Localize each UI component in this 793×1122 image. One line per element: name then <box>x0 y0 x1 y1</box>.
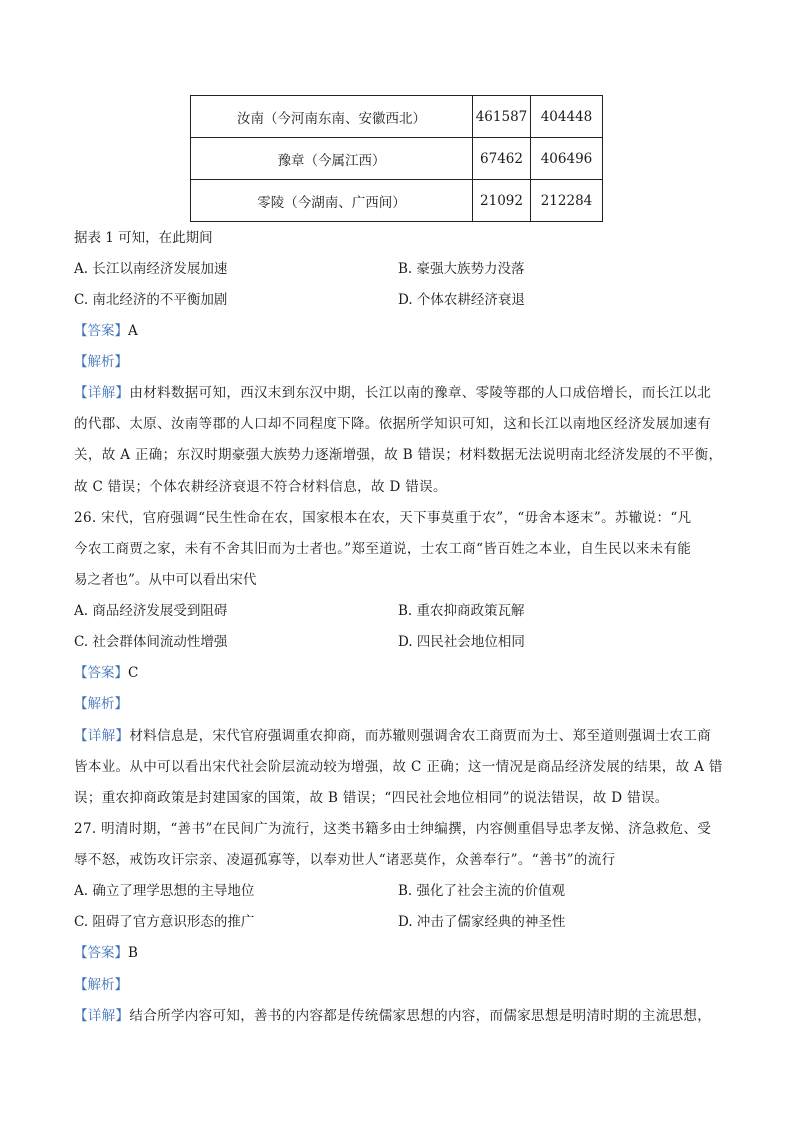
detail-tag: 【详解】 <box>74 1008 130 1024</box>
detail-line <box>74 1007 711 1025</box>
answer-tag: 【答案】 <box>74 665 128 681</box>
answer-tag: 【答案】 <box>74 323 128 339</box>
option-a: A. 长江以南经济发展加速 <box>74 261 228 277</box>
analysis-tag: 【解析】 <box>74 354 128 370</box>
answer-value: A <box>128 323 138 339</box>
option-a: A. 确立了理学思想的主导地位 <box>74 883 255 899</box>
detail-line <box>74 727 711 745</box>
detail-line: 皆本业。从中可以看出宋代社会阶层流动较为增强，故 C 正确；这一情况是商品经济发展的结果，故 A 错 <box>74 759 723 775</box>
region-cell: 零陵（今湖南、广西间） <box>191 180 473 222</box>
value-cell: 406496 <box>531 138 603 180</box>
detail-line: 误；重农抑商政策是封建国家的国策，故 B 错误；“四民社会地位相同”的说法错误，故 D 错误。 <box>74 790 669 806</box>
option-c: C. 阻碍了官方意识形态的推广 <box>74 914 255 930</box>
detail-line: 的代郡、太原、汝南等郡的人口却不同程度下降。依据所学知识可知，这和长江以南地区经济发展加速有 <box>74 416 712 432</box>
value-cell: 212284 <box>531 180 603 222</box>
detail-line: 故 C 错误；个体农耕经济衰退不符合材料信息，故 D 错误。 <box>74 479 447 495</box>
value-cell: 67462 <box>473 138 531 180</box>
question-stem: 辱不怒，戒饬攻讦宗亲、凌逼孤寡等，以奉劝世人“诸恶莫作，众善奉行”。“善书”的流行 <box>74 852 616 868</box>
option-b: B. 重农抑商政策瓦解 <box>398 603 525 619</box>
detail-text: 由材料数据可知，西汉末到东汉中期，长江以南的豫章、零陵等郡的人口成倍增长，而长江以北 <box>129 385 712 401</box>
region-cell: 汝南（今河南东南、安徽西北） <box>191 96 473 138</box>
detail-text: 材料信息是，宋代官府强调重农抑商，而苏辙则强调舍农工商贾而为士、郑至道则强调士农工商 <box>129 728 712 744</box>
question-stem: 26. 宋代，官府强调“民生性命在农，国家根本在农，天下事莫重于农”，“毋舍本逐末”。苏辙说：“凡 <box>74 510 692 526</box>
answer-tag: 【答案】 <box>74 945 128 961</box>
table-row <box>191 96 603 138</box>
value-cell: 404448 <box>531 96 603 138</box>
analysis-tag: 【解析】 <box>74 696 128 712</box>
answer-value: C <box>128 665 139 681</box>
option-b: B. 豪强大族势力没落 <box>398 261 525 277</box>
table-row <box>191 180 603 222</box>
question-stem: 27. 明清时期，“善书”在民间广为流行，这类书籍多由士绅编撰，内容侧重倡导忠孝友悌、济急救危、受 <box>74 821 712 837</box>
answer-line <box>74 322 138 340</box>
question-stem: 易之者也”。从中可以看出宋代 <box>74 572 257 588</box>
option-d: D. 个体农耕经济衰退 <box>398 292 525 308</box>
answer-value: B <box>128 945 138 961</box>
detail-line <box>74 384 711 402</box>
option-d: D. 四民社会地位相同 <box>398 634 525 650</box>
option-a: A. 商品经济发展受到阻碍 <box>74 603 228 619</box>
question-stem: 据表 1 可知，在此期间 <box>74 230 213 246</box>
detail-text: 结合所学内容可知，善书的内容都是传统儒家思想的内容，而儒家思想是明清时期的主流思想， <box>129 1008 712 1024</box>
value-cell: 461587 <box>473 96 531 138</box>
population-table <box>190 95 603 222</box>
detail-tag: 【详解】 <box>74 385 130 401</box>
region-cell: 豫章（今属江西） <box>191 138 473 180</box>
detail-line: 关，故 A 正确；东汉时期豪强大族势力逐渐增强，故 B 错误；材料数据无法说明南北经济发展的不平衡， <box>74 447 723 463</box>
question-stem: 今农工商贾之家，未有不舍其旧而为士者也。”郑至道说，士农工商“皆百姓之本业，自生民以来未有能 <box>74 541 692 557</box>
option-b: B. 强化了社会主流的价值观 <box>398 883 566 899</box>
table-row <box>191 138 603 180</box>
option-d: D. 冲击了儒家经典的神圣性 <box>398 914 566 930</box>
analysis-tag: 【解析】 <box>74 977 128 993</box>
option-c: C. 社会群体间流动性增强 <box>74 634 228 650</box>
detail-tag: 【详解】 <box>74 728 130 744</box>
answer-line <box>74 944 138 962</box>
option-c: C. 南北经济的不平衡加剧 <box>74 292 228 308</box>
value-cell: 21092 <box>473 180 531 222</box>
answer-line <box>74 664 138 682</box>
